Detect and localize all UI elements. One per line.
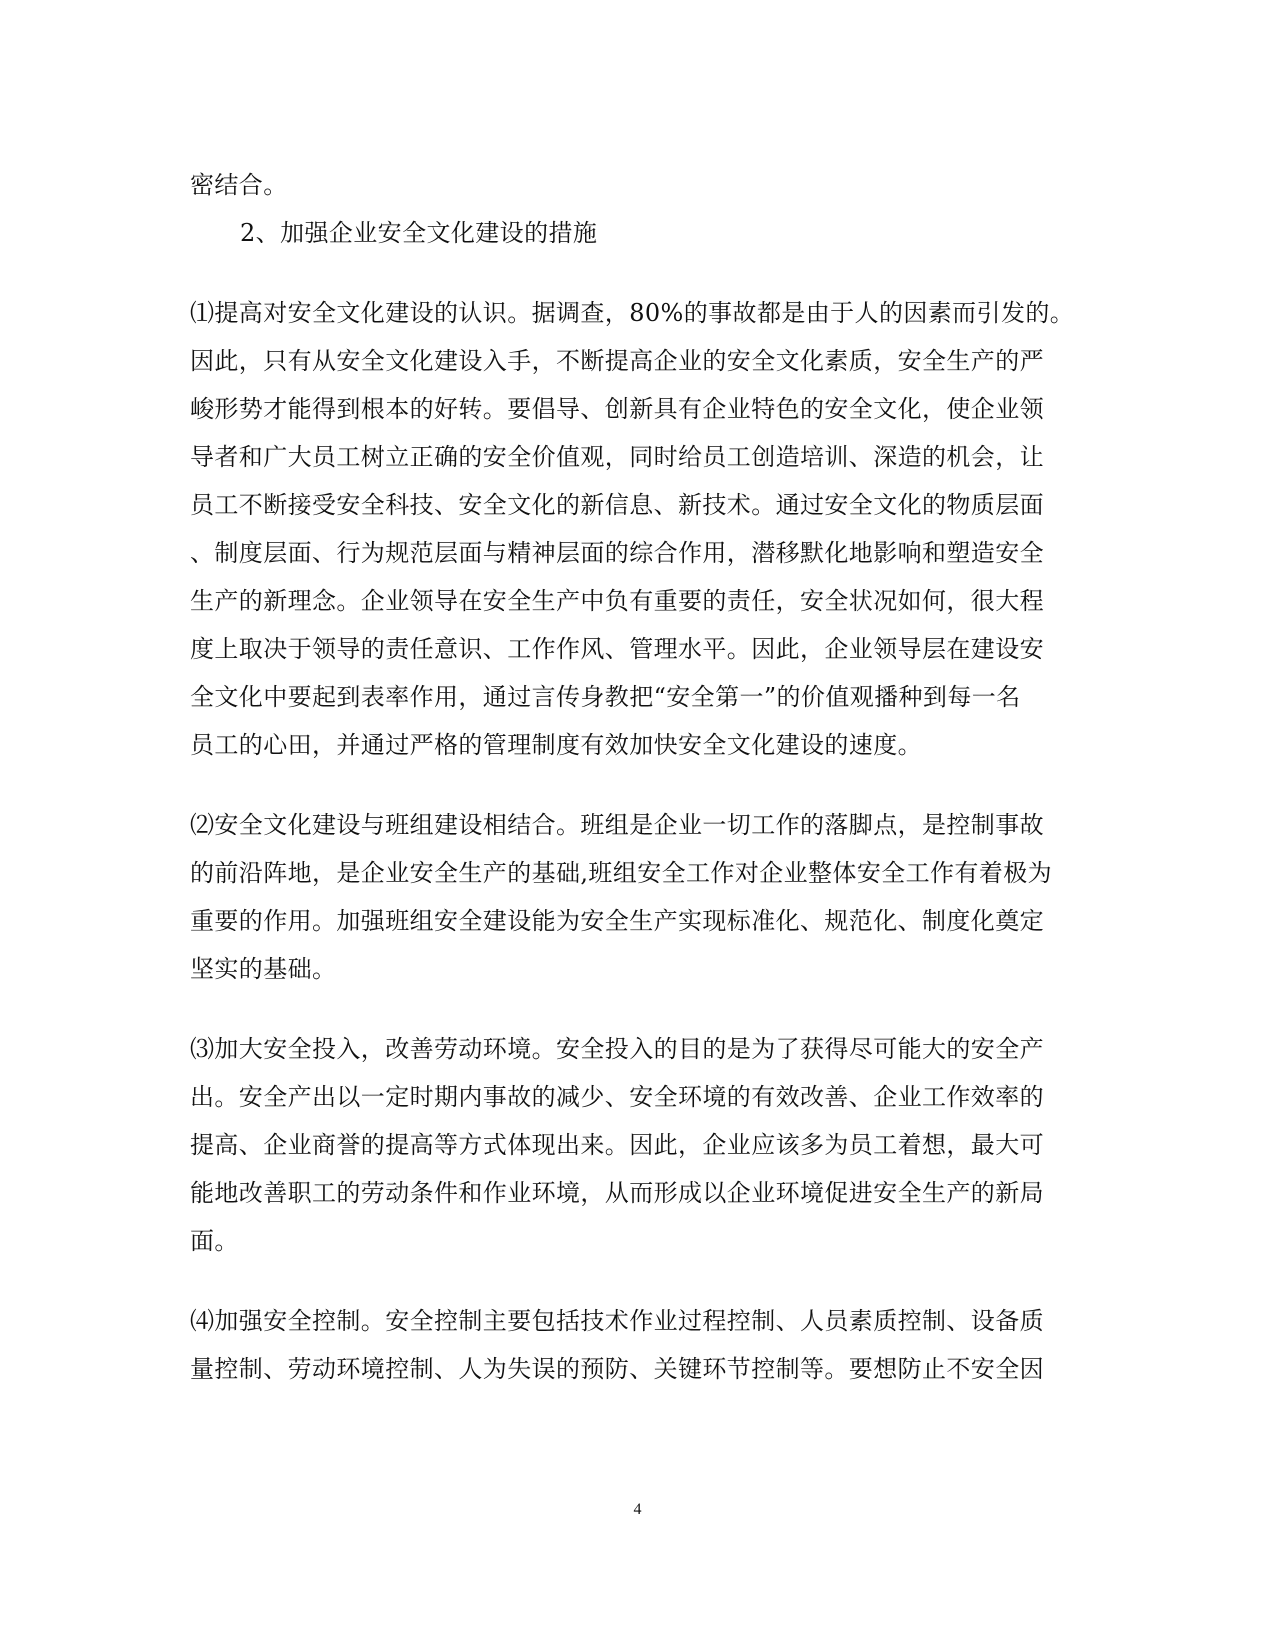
text-line: 密结合。 bbox=[190, 171, 288, 199]
text-line: 导者和广大员工树立正确的安全价值观，同时给员工创造培训、深造的机会，让 bbox=[190, 443, 1044, 471]
text-line: 量控制、劳动环境控制、人为失误的预防、关键环节控制等。要想防止不安全因 bbox=[190, 1355, 1044, 1383]
text-line: 峻形势才能得到根本的好转。要倡导、创新具有企业特色的安全文化，使企业领 bbox=[190, 395, 1044, 423]
page-number: 4 bbox=[633, 1501, 642, 1518]
text-line: 重要的作用。加强班组安全建设能为安全生产实现标准化、规范化、制度化奠定 bbox=[190, 907, 1044, 935]
text-line: 全文化中要起到表率作用，通过言传身教把“安全第一”的价值观播种到每一名 bbox=[190, 683, 1021, 711]
text-line: 坚实的基础。 bbox=[190, 955, 337, 983]
text-line: 面。 bbox=[190, 1227, 239, 1255]
text-line: 的前沿阵地，是企业安全生产的基础,班组安全工作对企业整体安全工作有着极为 bbox=[190, 859, 1053, 887]
text-line: ⑴提高对安全文化建设的认识。据调查，80%的事故都是由于人的因素而引发的。 bbox=[190, 299, 1075, 327]
text-line: 员工的心田，并通过严格的管理制度有效加快安全文化建设的速度。 bbox=[190, 731, 922, 759]
text-line: 、制度层面、行为规范层面与精神层面的综合作用，潜移默化地影响和塑造安全 bbox=[190, 539, 1044, 567]
section-heading: 2、加强企业安全文化建设的措施 bbox=[240, 219, 598, 247]
text-line: 员工不断接受安全科技、安全文化的新信息、新技术。通过安全文化的物质层面 bbox=[190, 491, 1044, 519]
text-line: 生产的新理念。企业领导在安全生产中负有重要的责任，安全状况如何，很大程 bbox=[190, 587, 1044, 615]
text-line: 能地改善职工的劳动条件和作业环境，从而形成以企业环境促进安全生产的新局 bbox=[190, 1179, 1044, 1207]
text-line: ⑷加强安全控制。安全控制主要包括技术作业过程控制、人员素质控制、设备质 bbox=[190, 1307, 1044, 1335]
text-line: 出。安全产出以一定时期内事故的减少、安全环境的有效改善、企业工作效率的 bbox=[190, 1083, 1044, 1111]
text-line: 度上取决于领导的责任意识、工作作风、管理水平。因此，企业领导层在建设安 bbox=[190, 635, 1044, 663]
text-line: ⑶加大安全投入，改善劳动环境。安全投入的目的是为了获得尽可能大的安全产 bbox=[190, 1035, 1044, 1063]
text-line: ⑵安全文化建设与班组建设相结合。班组是企业一切工作的落脚点，是控制事故 bbox=[190, 811, 1044, 839]
text-line: 因此，只有从安全文化建设入手，不断提高企业的安全文化素质，安全生产的严 bbox=[190, 347, 1044, 375]
text-line: 提高、企业商誉的提高等方式体现出来。因此，企业应该多为员工着想，最大可 bbox=[190, 1131, 1044, 1159]
